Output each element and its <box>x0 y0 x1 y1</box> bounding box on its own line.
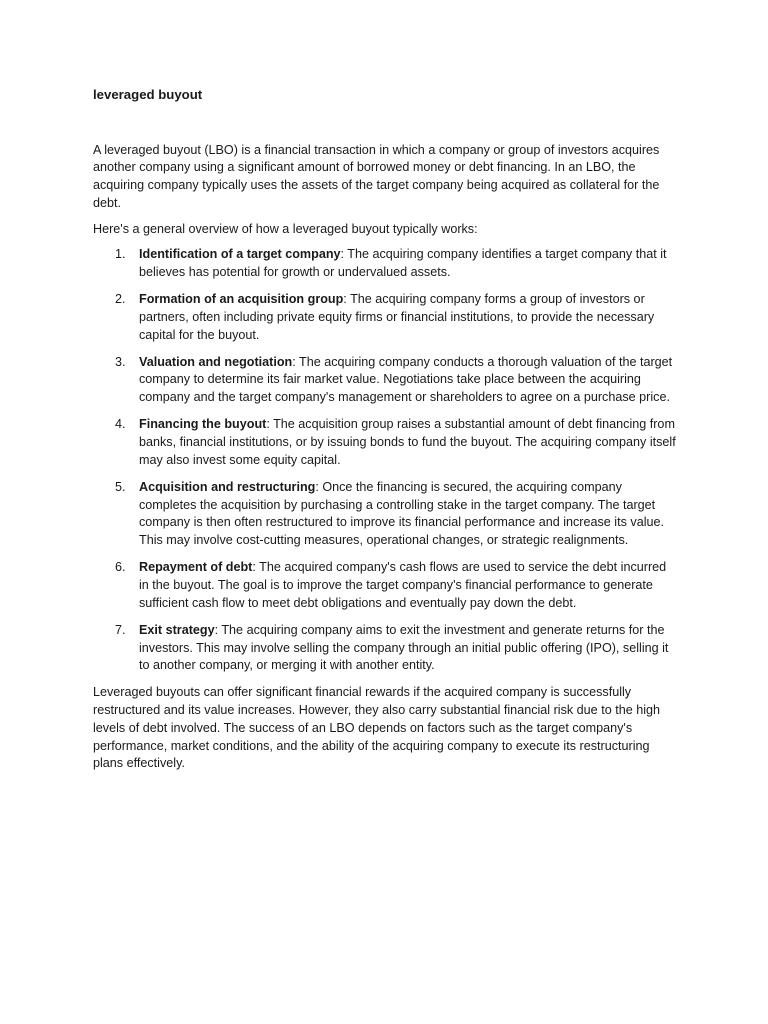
step-term: Acquisition and restructuring <box>139 479 316 494</box>
list-item <box>93 354 678 407</box>
step-text: : Once the financing is secured, the acquiring company completes the acquisition by purchasing a controlling stake in the target company. The target company is then often restructured to improve its financial performance and increase its value. This may involve cost-cutting measures, operational changes, or strategic realignments. <box>139 479 665 548</box>
step-term: Identification of a target company <box>139 247 341 262</box>
step-number: 6. <box>115 560 126 575</box>
step-term: Valuation and negotiation <box>139 354 293 369</box>
list-item <box>93 416 678 469</box>
list-item <box>93 246 678 281</box>
step-text: : The acquiring company identifies a target company that it believes has potential for growth or undervalued assets. <box>139 247 667 279</box>
step-number: 7. <box>115 622 126 637</box>
list-item <box>93 559 678 612</box>
step-term: Exit strategy <box>139 622 215 637</box>
step-text: : The acquiring company forms a group of investors or partners, often including private equity firms or financial institutions, to provide the necessary capital for the buyout. <box>139 292 655 342</box>
step-term: Financing the buyout <box>139 417 267 432</box>
document-title: leveraged buyout <box>93 87 203 102</box>
step-number: 1. <box>115 247 126 262</box>
step-text: : The acquired company's cash flows are used to service the debt incurred in the buyout. The goal is to improve the target company's financial performance to generate sufficient cash flow to meet debt obligations and eventually pay down the debt. <box>139 560 667 610</box>
step-text: : The acquiring company aims to exit the investment and generate returns for the investors. This may involve selling the company through an initial public offering (IPO), selling it to another company, or merging it with another entity. <box>139 622 669 673</box>
list-item <box>93 622 678 675</box>
step-number: 2. <box>115 292 126 307</box>
list-item <box>93 291 678 344</box>
step-term: Repayment of debt <box>139 560 253 575</box>
overview-lead-paragraph: Here's a general overview of how a leveraged buyout typically works: <box>93 221 478 236</box>
step-text: : The acquisition group raises a substantial amount of debt financing from banks, financial institutions, or by issuing bonds to fund the buyout. The acquiring company itself may also invest some equity capital. <box>139 417 676 467</box>
step-term: Formation of an acquisition group <box>139 292 344 307</box>
step-number: 4. <box>115 417 126 432</box>
step-text: : The acquiring company conducts a thorough valuation of the target company to determine its fair market value. Negotiations take place between the acquiring company and the target company's management or shareholders to agree on a purchase price. <box>139 354 673 405</box>
intro-paragraph: A leveraged buyout (LBO) is a financial transaction in which a company or group of investors acquires another company using a significant amount of borrowed money or debt financing. In an LBO, the acquiring company typically uses the assets of the target company being acquired as collateral for the debt. <box>93 142 660 210</box>
document-page <box>93 86 678 781</box>
step-number: 5. <box>115 479 126 494</box>
step-number: 3. <box>115 354 126 369</box>
steps-list <box>93 246 678 675</box>
conclusion-paragraph: Leveraged buyouts can offer significant financial rewards if the acquired company is successfully restructured and its value increases. However, they also carry substantial financial risk due to the high levels of debt involved. The success of an LBO depends on factors such as the target company's performance, market conditions, and the ability of the acquiring company to execute its restructuring plans effectively. <box>93 685 661 771</box>
list-item <box>93 479 678 550</box>
